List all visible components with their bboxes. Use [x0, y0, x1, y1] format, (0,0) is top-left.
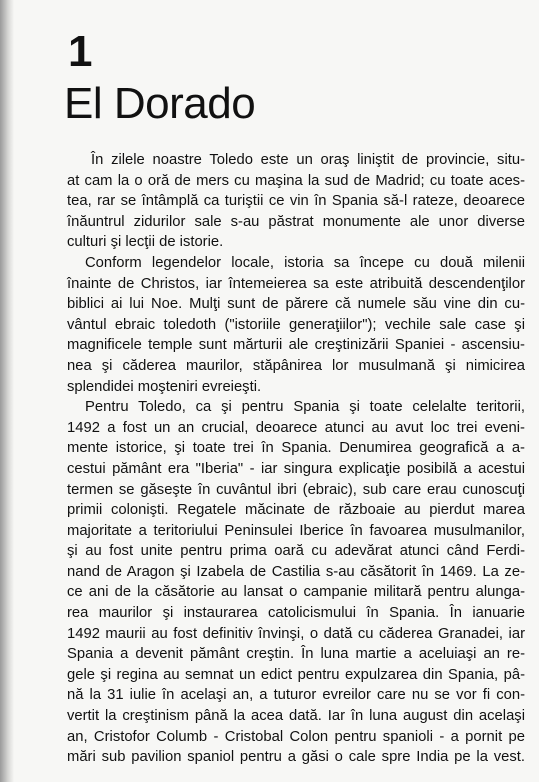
- text-line: termen se găseşte în cuvântul ibri (ebraic), sub care erau cunoscuţi: [67, 481, 525, 498]
- chapter-title: El Dorado: [64, 79, 256, 128]
- text-line: culturi şi lecţii de istorie.: [67, 234, 224, 251]
- text-line: magnificele temple sunt mărturii ale creştinizării Spaniei - ascensiu-: [67, 337, 525, 354]
- text-line: gele şi regina au semnat un edict pentru expulzarea din Spania, pâ-: [67, 666, 525, 683]
- text-line: vântul ebraic toledoth ("istoriile generaţiilor"); vechile sale case şi: [67, 316, 525, 333]
- text-line: nand de Aragon şi Izabela de Castilia s-au căsătorit în 1469. La ze-: [67, 563, 525, 580]
- text-line: tea, rar se întâmplă ca turiştii ce vin în Spania să-l rateze, deoarece: [67, 193, 525, 210]
- text-line: mente istorice, şi toate trei în Spania. Denumirea geografică a a-: [67, 440, 525, 457]
- text-line: cestui pământ era "Iberia" - iar singura explicaţie posibilă a acestui: [67, 460, 525, 477]
- text-line: înăuntrul zidurilor sale s-au păstrat monumente ale unor diverse: [67, 213, 525, 230]
- text-line: nea şi căderea maurilor, stăpânirea lor musulmană şi nimicirea: [67, 357, 525, 374]
- text-line: 1492 maurii au fost definitiv învinşi, o dată cu căderea Granadei, iar: [67, 625, 525, 642]
- text-line: 1492 a fost un an crucial, deoarece atunci au avut loc trei eveni-: [67, 419, 525, 436]
- text-line: mări sub pavilion spaniol pentru a găsi o cale spre India pe la vest.: [67, 749, 525, 766]
- page-binding-shadow: [0, 0, 14, 782]
- text-line: at cam la o oră de mers cu maşina la sud de Madrid; cu toate aces-: [67, 172, 525, 189]
- text-line: vertit la creştinism până la acea dată. Iar în luna august din acelaşi: [67, 708, 525, 725]
- text-line: biblici ai lui Noe. Mulţi sunt de părere că numele său vine din cu-: [67, 296, 525, 313]
- chapter-body-text: [67, 150, 525, 768]
- text-line: an, Cristofor Columb - Cristobal Colon pentru spanioli - a pornit pe: [67, 728, 525, 745]
- text-line: ce ani de la căsătorie au lansat o campanie militară pentru alunga-: [67, 584, 525, 601]
- text-line: majoritate a teritoriului Peninsulei Iberice în favoarea musulmanilor,: [67, 522, 525, 539]
- text-line: nă la 31 iulie în acelaşi an, a tuturor evreilor care nu se vor fi con-: [67, 687, 525, 704]
- text-line: Pentru Toledo, ca şi pentru Spania şi toate celelalte teritorii,: [85, 399, 525, 416]
- text-line: splendidei moşteniri evreieşti.: [67, 378, 262, 395]
- text-line: rea maurilor şi instaurarea catolicismului în Spania. În ianuarie: [67, 605, 525, 622]
- text-line: Conform legendelor locale, istoria sa începe cu două milenii: [85, 254, 525, 271]
- chapter-number: 1: [68, 27, 93, 76]
- text-line: primii colonişti. Regatele măcinate de războaie au pierdut marea: [67, 502, 525, 519]
- text-line: Spania a devenit pământ creştin. În luna martie a aceluiaşi an re-: [67, 646, 525, 663]
- text-line: În zilele noastre Toledo este un oraş liniştit de provincie, situ-: [91, 152, 525, 168]
- text-line: înainte de Christos, iar întemeierea sa este atribuită descendenţilor: [67, 275, 525, 292]
- text-line: şi au fost unite pentru prima oară cu adevărat atunci când Ferdi-: [67, 543, 525, 560]
